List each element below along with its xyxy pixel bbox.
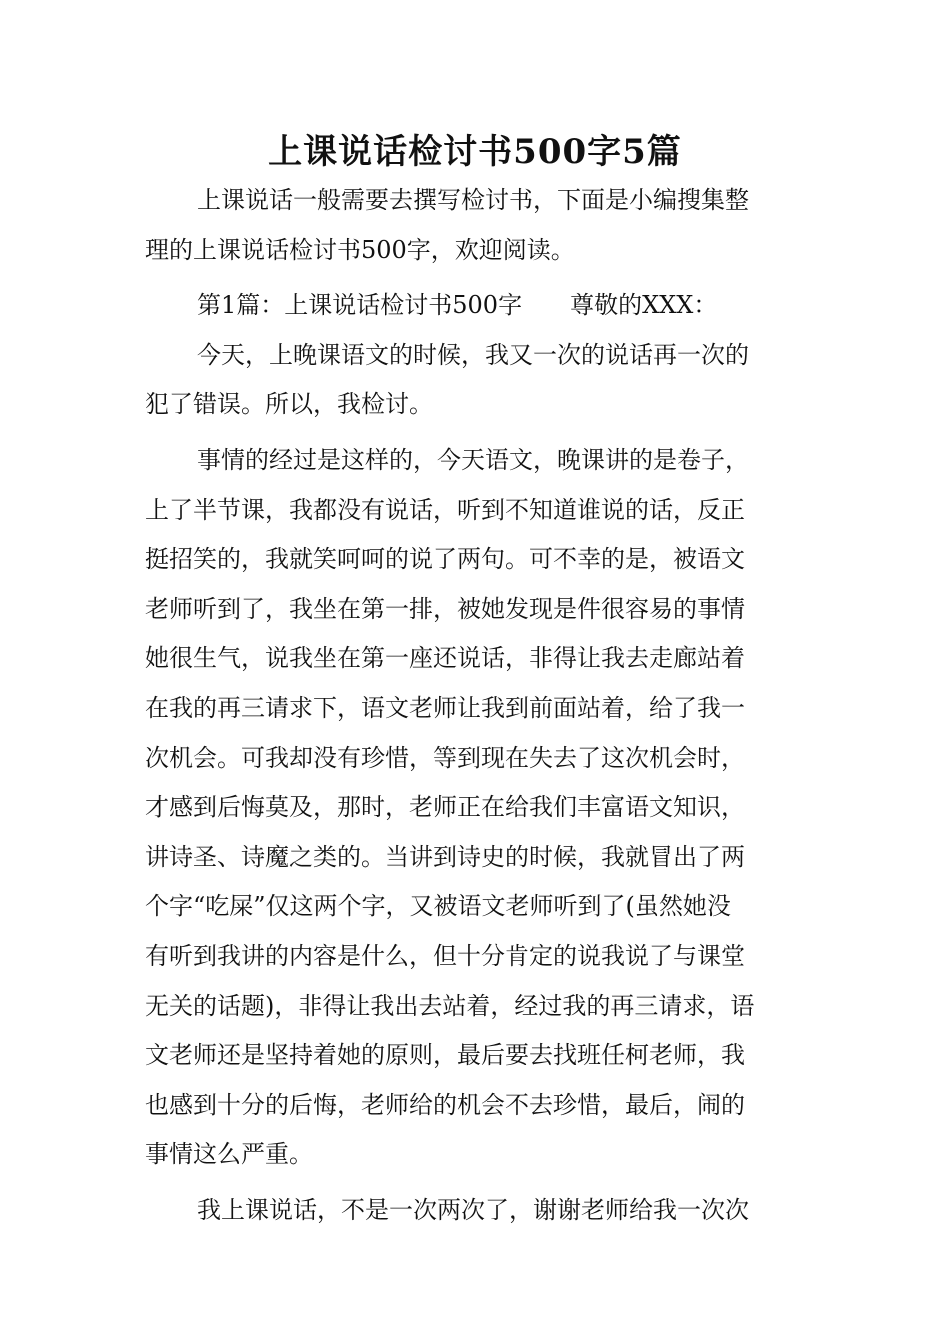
document-body [145, 176, 807, 1235]
section-heading-line [145, 281, 807, 331]
paragraph-line: 老师听到了，我坐在第一排，被她发现是件很容易的事情 [145, 594, 745, 623]
section-heading: 第1篇：上课说话检讨书500字 [197, 291, 523, 320]
paragraph-line: 个字“吃屎”仅这两个字，又被语文老师听到了(虽然她没 [145, 892, 731, 921]
paragraph-line: 在我的再三请求下，语文老师让我到前面站着，给了我一 [145, 693, 745, 722]
paragraph-line: 上了半节课，我都没有说话，听到不知道谁说的话，反正 [145, 495, 745, 524]
paragraph-line: 今天，上晚课语文的时候，我又一次的说话再一次的 [197, 340, 749, 369]
paragraph-line: 无关的话题)，非得让我出去站着，经过我的再三请求，语 [145, 991, 755, 1020]
paragraph-line: 讲诗圣、诗魔之类的。当讲到诗史的时候，我就冒出了两 [145, 842, 745, 871]
paragraph-line: 她很生气，说我坐在第一座还说话，非得让我去走廊站着 [145, 644, 745, 673]
paragraph-line: 文老师还是坚持着她的原则，最后要去找班任柯老师，我 [145, 1041, 745, 1070]
paragraph-line: 挺招笑的，我就笑呵呵的说了两句。可不幸的是，被语文 [145, 545, 745, 574]
paragraph-line: 次机会。可我却没有珍惜，等到现在失去了这次机会时， [145, 743, 745, 772]
paragraph-line: 理的上课说话检讨书500字，欢迎阅读。 [145, 235, 575, 264]
document-title: 上课说话检讨书500字5篇 [268, 132, 682, 172]
paragraph-line: 我上课说话，不是一次两次了，谢谢老师给我一次次 [197, 1195, 749, 1224]
paragraph-line: 有听到我讲的内容是什么，但十分肯定的说我说了与课堂 [145, 941, 745, 970]
paragraph-line: 才感到后悔莫及，那时，老师正在给我们丰富语文知识， [145, 793, 745, 822]
paragraph-line: 也感到十分的后悔，老师给的机会不去珍惜，最后，闹的 [145, 1090, 745, 1119]
salutation: 尊敬的XXX： [570, 291, 718, 320]
paragraph-line: 犯了错误。所以，我检讨。 [145, 390, 433, 419]
paragraph-line: 上课说话一般需要去撰写检讨书，下面是小编搜集整 [197, 186, 749, 214]
paragraph-line: 事情这么严重。 [145, 1140, 313, 1169]
paragraph-line: 事情的经过是这样的，今天语文，晚课讲的是卷子， [197, 445, 749, 474]
